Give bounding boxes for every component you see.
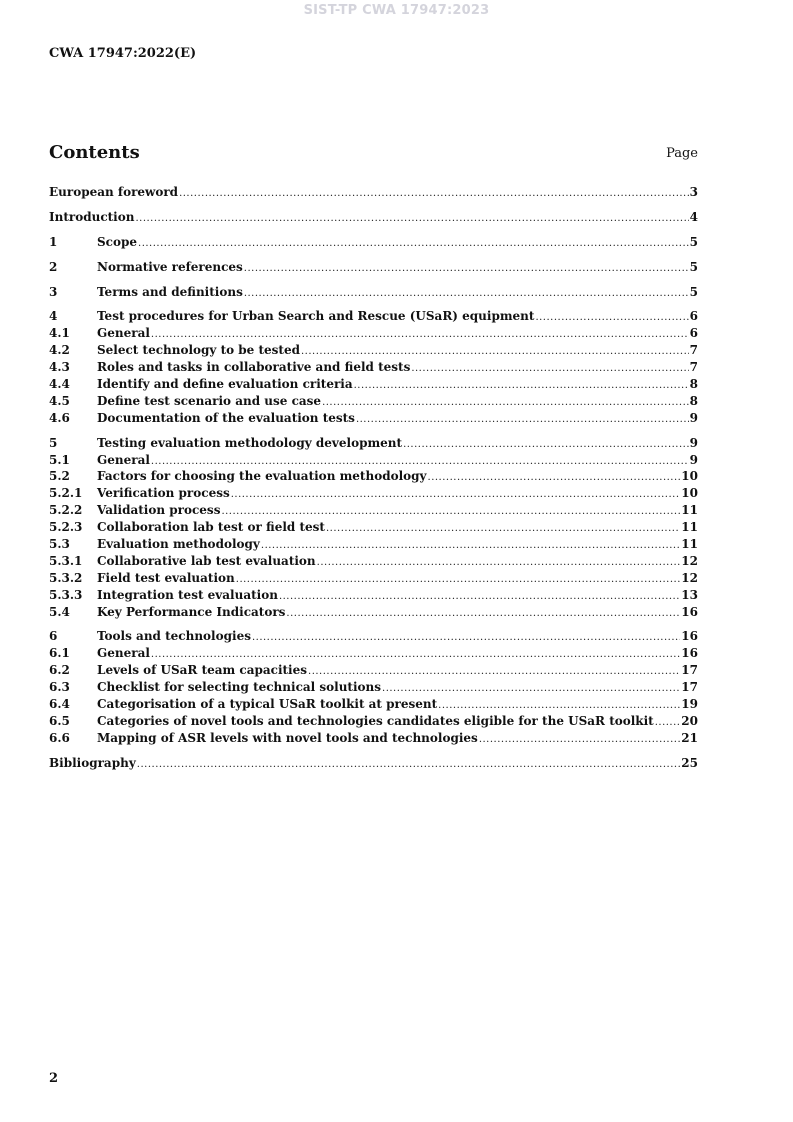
toc-entry-page: 9 <box>689 435 698 450</box>
toc-entry-page: 25 <box>681 755 698 770</box>
toc-entry[interactable] <box>49 730 698 747</box>
toc-entry-number: 5.2.1 <box>49 486 83 501</box>
toc-entry-number: 5.3.2 <box>49 570 83 585</box>
toc-entry-title: Validation process <box>97 503 221 518</box>
toc-entry-number: 5.2.2 <box>49 503 83 518</box>
toc-entry-number: 5.2 <box>49 469 70 484</box>
toc-entry-number: 4.4 <box>49 377 70 392</box>
toc-entry-title: Identify and define evaluation criteria <box>97 377 353 392</box>
toc-entry-number: 4.1 <box>49 326 70 341</box>
toc-entry-title: General <box>97 452 150 467</box>
toc-entry[interactable] <box>49 553 698 570</box>
toc-entry-title: Factors for choosing the evaluation methodology <box>97 469 427 484</box>
toc-entry-number: 3 <box>49 284 58 299</box>
toc-entry-page: 7 <box>689 343 698 358</box>
toc-entry[interactable] <box>49 376 698 393</box>
toc-entry[interactable] <box>49 234 698 251</box>
toc-entry-number: 5 <box>49 435 58 450</box>
toc-dot-leader <box>244 261 689 278</box>
toc-entry-page: 3 <box>689 185 698 199</box>
toc-dot-leader <box>354 378 689 395</box>
toc-entry-title: Bibliography <box>49 755 136 770</box>
toc-dot-leader <box>322 395 689 412</box>
page-column-label: Page <box>666 146 698 161</box>
toc-dot-leader <box>236 572 681 589</box>
toc-entry-title: General <box>97 326 150 341</box>
toc-entry[interactable] <box>49 342 698 359</box>
toc-entry[interactable] <box>49 713 698 730</box>
toc-entry-title: Collaboration lab test or field test <box>97 520 325 535</box>
toc-entry-number: 5.4 <box>49 604 70 619</box>
toc-entry[interactable] <box>49 587 698 604</box>
toc-entry-number: 6.5 <box>49 713 70 728</box>
toc-entry-title: General <box>97 646 150 661</box>
contents-title: Contents <box>49 142 140 163</box>
toc-entry-title: Tools and technologies <box>97 629 251 644</box>
toc-entry[interactable] <box>49 452 698 469</box>
toc-entry-title: Terms and definitions <box>97 284 243 299</box>
toc-entry-number: 5.3.1 <box>49 553 83 568</box>
toc-entry-title: Checklist for selecting technical solutions <box>97 680 382 695</box>
document-id: CWA 17947:2022(E) <box>49 46 197 61</box>
toc-entry[interactable] <box>49 604 698 621</box>
toc-entry-number: 6.2 <box>49 663 70 678</box>
toc-entry[interactable] <box>49 468 698 485</box>
toc-entry-number: 5.3 <box>49 537 70 552</box>
toc-entry-page: 17 <box>681 680 698 695</box>
toc-dot-leader <box>317 555 681 572</box>
toc-entry-title: Test procedures for Urban Search and Rescue (USaR) equipment <box>97 309 535 324</box>
toc-dot-leader <box>137 757 681 774</box>
watermark: SIST-TP CWA 17947:2023 <box>303 3 490 18</box>
toc-entry-page: 17 <box>681 663 698 678</box>
toc-entry-page: 11 <box>681 537 698 552</box>
toc-entry[interactable] <box>49 325 698 342</box>
toc-dot-leader <box>411 361 688 378</box>
toc-entry[interactable] <box>49 209 698 226</box>
toc-entry[interactable] <box>49 502 698 519</box>
toc-dot-leader <box>138 236 689 253</box>
toc-dot-leader <box>535 310 688 327</box>
toc-entry-title: Collaborative lab test evaluation <box>97 553 316 568</box>
toc-entry-title: Levels of USaR team capacities <box>97 663 308 678</box>
toc-entry[interactable] <box>49 628 698 645</box>
toc-dot-leader <box>252 630 680 647</box>
toc-dot-leader <box>286 606 680 623</box>
toc-dot-leader <box>135 211 688 228</box>
toc-entry-page: 5 <box>689 259 698 274</box>
toc-entry-number: 5.1 <box>49 452 70 467</box>
page-number: 2 <box>49 1071 59 1086</box>
toc-entry[interactable] <box>49 184 698 201</box>
toc-entry-page: 11 <box>681 520 698 535</box>
toc-entry-page: 9 <box>689 452 698 467</box>
toc-entry-number: 4.2 <box>49 343 70 358</box>
toc-entry-page: 8 <box>689 377 698 392</box>
toc-entry-page: 16 <box>681 629 698 644</box>
toc-entry-title: Roles and tasks in collaborative and field tests <box>97 360 411 375</box>
toc-entry-number: 4.5 <box>49 393 70 408</box>
toc-entry-title: Normative references <box>97 259 243 274</box>
toc-entry-number: 4 <box>49 309 58 324</box>
toc-entry-number: 1 <box>49 234 58 249</box>
toc-entry-page: 21 <box>681 730 698 745</box>
toc-entry-page: 20 <box>681 713 698 728</box>
toc-entry[interactable] <box>49 536 698 553</box>
toc-entry-page: 16 <box>681 604 698 619</box>
toc-entry[interactable] <box>49 259 698 276</box>
toc-entry-title: Mapping of ASR levels with novel tools and technologies <box>97 730 478 745</box>
toc-entry-page: 16 <box>681 646 698 661</box>
toc-dot-leader <box>428 470 681 487</box>
toc-entry[interactable] <box>49 410 698 427</box>
toc-entry[interactable] <box>49 435 698 452</box>
toc-dot-leader <box>279 589 680 606</box>
toc-entry[interactable] <box>49 519 698 536</box>
toc-entry-page: 13 <box>681 587 698 602</box>
toc-entry-page: 6 <box>689 309 698 324</box>
toc-entry-title: Select technology to be tested <box>97 343 300 358</box>
table-of-contents <box>49 184 698 772</box>
toc-entry-number: 6.6 <box>49 730 70 745</box>
toc-entry-title: Introduction <box>49 209 135 224</box>
toc-entry-page: 12 <box>681 553 698 568</box>
toc-dot-leader <box>261 538 680 555</box>
toc-entry-number: 5.3.3 <box>49 587 83 602</box>
toc-dot-leader <box>231 487 681 504</box>
toc-entry-number: 4.6 <box>49 410 70 425</box>
toc-entry[interactable] <box>49 359 698 376</box>
toc-entry-page: 10 <box>681 469 698 484</box>
toc-entry-page: 12 <box>681 570 698 585</box>
toc-entry-page: 4 <box>689 209 698 224</box>
toc-entry-title: Field test evaluation <box>97 570 235 585</box>
toc-entry-page: 11 <box>681 503 698 518</box>
toc-entry-title: Verification process <box>97 486 230 501</box>
toc-entry[interactable] <box>49 485 698 502</box>
toc-entry-title: European foreword <box>49 185 179 199</box>
toc-dot-leader <box>403 437 689 454</box>
toc-entry[interactable] <box>49 696 698 713</box>
toc-entry[interactable] <box>49 284 698 301</box>
toc-dot-leader <box>479 732 680 749</box>
toc-dot-leader <box>179 186 689 203</box>
toc-entry-title: Evaluation methodology <box>97 537 260 552</box>
toc-entry-page: 19 <box>681 697 698 712</box>
toc-entry-title: Scope <box>97 234 138 249</box>
toc-entry-page: 8 <box>689 393 698 408</box>
toc-entry[interactable] <box>49 645 698 662</box>
toc-entry-title: Key Performance Indicators <box>97 604 286 619</box>
toc-entry-title: Define test scenario and use case <box>97 393 322 408</box>
toc-entry-number: 6.1 <box>49 646 70 661</box>
toc-dot-leader <box>244 286 689 303</box>
toc-entry-number: 2 <box>49 259 58 274</box>
toc-entry[interactable] <box>49 393 698 410</box>
toc-entry[interactable] <box>49 662 698 679</box>
toc-entry[interactable] <box>49 570 698 587</box>
toc-dot-leader <box>655 715 681 732</box>
toc-entry-page: 7 <box>689 360 698 375</box>
toc-dot-leader <box>356 412 689 429</box>
toc-entry-title: Categories of novel tools and technologies candidates eligible for the USaR toolkit <box>97 713 654 728</box>
toc-entry-number: 4.3 <box>49 360 70 375</box>
toc-entry-title: Integration test evaluation <box>97 587 278 602</box>
toc-entry[interactable] <box>49 308 698 325</box>
toc-entry-number: 6 <box>49 629 58 644</box>
toc-entry-number: 6.3 <box>49 680 70 695</box>
toc-entry-page: 9 <box>689 410 698 425</box>
toc-dot-leader <box>326 521 680 538</box>
toc-entry[interactable] <box>49 755 698 772</box>
toc-entry-page: 6 <box>689 326 698 341</box>
toc-entry-page: 5 <box>689 284 698 299</box>
toc-entry-title: Categorisation of a typical USaR toolkit at present <box>97 697 438 712</box>
toc-entry-title: Documentation of the evaluation tests <box>97 410 355 425</box>
toc-entry[interactable] <box>49 679 698 696</box>
toc-entry-page: 5 <box>689 234 698 249</box>
toc-entry-number: 5.2.3 <box>49 520 83 535</box>
toc-entry-number: 6.4 <box>49 697 70 712</box>
toc-entry-title: Testing evaluation methodology development <box>97 435 403 450</box>
toc-entry-page: 10 <box>681 486 698 501</box>
